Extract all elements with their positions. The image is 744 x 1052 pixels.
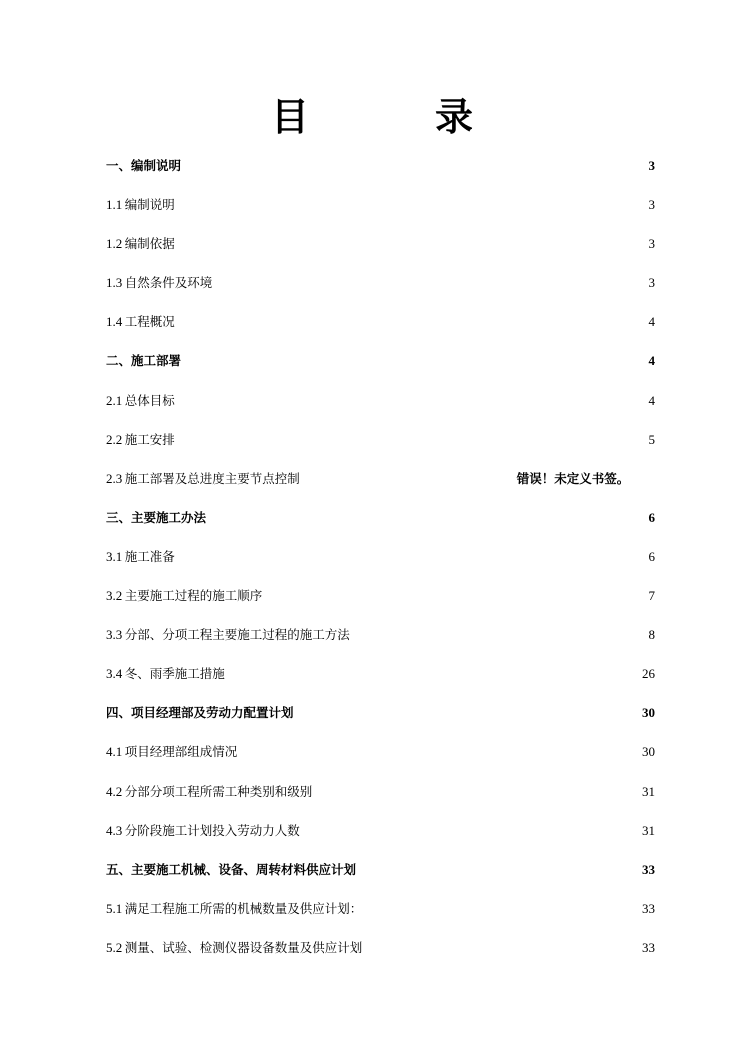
toc-entry-number: 3.2: [106, 588, 123, 604]
toc-entry-label: 施工准备: [124, 548, 175, 564]
toc-entry-label: 编制说明: [124, 197, 175, 213]
toc-entry-number: 1.1: [106, 197, 123, 213]
toc-entry-label: 五、主要施工机械、设备、周转材料供应计划: [106, 861, 357, 877]
toc-section-entry[interactable]: [106, 498, 655, 537]
toc-entry-number: 1.3: [106, 275, 123, 291]
toc-entry-label: 二、施工部署: [106, 353, 182, 369]
toc-entry-label: 分部、分项工程主要施工过程的施工方法: [124, 627, 350, 643]
toc-subsection-entry[interactable]: [106, 537, 655, 576]
toc-dot-leader: [264, 588, 646, 600]
toc-entry-label: 施工部署及总进度主要节点控制: [124, 470, 300, 486]
toc-entry-label: 主要施工过程的施工顺序: [124, 588, 263, 604]
toc-dot-leader: [352, 627, 647, 639]
toc-dot-leader: [177, 393, 647, 405]
toc-page-number: 6: [648, 509, 655, 525]
toc-entry-number: 5.1: [106, 900, 123, 916]
toc-entry-label: 总体目标: [124, 392, 175, 408]
toc-dot-leader: [358, 862, 640, 874]
toc-subsection-entry[interactable]: [106, 302, 655, 341]
toc-subsection-entry[interactable]: [106, 576, 655, 615]
toc-dot-leader: [177, 314, 647, 326]
toc-dot-leader: [302, 823, 640, 835]
toc-subsection-entry[interactable]: [106, 772, 655, 811]
toc-dot-leader: [302, 471, 515, 483]
toc-page-number: 3: [648, 197, 655, 213]
toc-page-number: 26: [642, 666, 655, 682]
toc-dot-leader: [364, 940, 640, 952]
toc-entry-label: 分部分项工程所需工种类别和级别: [124, 783, 313, 799]
toc-page-number: 7: [648, 588, 655, 604]
toc-section-entry[interactable]: [106, 850, 655, 889]
toc-dot-leader: [364, 901, 640, 913]
toc-entry-label: 编制依据: [124, 236, 175, 252]
toc-entry-number: 3.4: [106, 666, 123, 682]
toc-subsection-entry[interactable]: [106, 654, 655, 693]
toc-subsection-entry[interactable]: [106, 381, 655, 420]
toc-dot-leader: [214, 275, 646, 287]
toc-bookmark-error: 错误！未定义书签。: [516, 470, 630, 486]
toc-page-number: 3: [648, 158, 655, 173]
toc-dot-leader: [314, 784, 640, 796]
toc-page-number: 30: [642, 705, 655, 721]
toc-section-entry[interactable]: [106, 341, 655, 380]
toc-entry-label: 分阶段施工计划投入劳动力人数: [124, 822, 300, 838]
toc-entry-label: 测量、试验、检测仪器设备数量及供应计划: [124, 939, 363, 955]
toc-subsection-entry[interactable]: [106, 928, 655, 967]
toc-subsection-entry[interactable]: [106, 185, 655, 224]
toc-page-number: 8: [648, 627, 655, 643]
toc-entry-label: 自然条件及环境: [124, 275, 213, 291]
page-title: 目 录: [270, 95, 517, 139]
toc-subsection-entry[interactable]: [106, 889, 655, 928]
toc-subsection-entry[interactable]: [106, 459, 655, 498]
toc-entry-label: 四、项目经理部及劳动力配置计划: [106, 705, 294, 721]
toc-subsection-entry[interactable]: [106, 811, 655, 850]
toc-entry-label: 施工安排: [124, 431, 175, 447]
toc-page-number: 5: [648, 431, 655, 447]
toc-entry-label: 冬、雨季施工措施: [124, 666, 225, 682]
toc-entry-label: 工程概况: [124, 314, 175, 330]
toc-entry-label: 三、主要施工办法: [106, 509, 207, 525]
toc-page-number: 30: [642, 744, 655, 760]
toc-page-number: 33: [642, 900, 655, 916]
toc-page-number: 33: [642, 939, 655, 955]
toc-subsection-entry[interactable]: [106, 615, 655, 654]
toc-dot-leader: [296, 705, 640, 717]
toc-dot-leader: [177, 549, 647, 561]
toc-page-number: 4: [648, 392, 655, 408]
toc-entry-label: 项目经理部组成情况: [124, 744, 238, 760]
toc-entry-label: 满足工程施工所需的机械数量及供应计划：: [124, 900, 363, 916]
toc-entry-number: 2.3: [106, 470, 123, 486]
toc-page-number: 4: [648, 353, 655, 369]
toc-entry-number: 3.1: [106, 548, 123, 564]
toc-entry-number: 4.3: [106, 822, 123, 838]
toc-page-number: 3: [648, 275, 655, 291]
toc-page-number: 31: [642, 822, 655, 838]
toc-entry-number: 1.4: [106, 314, 123, 330]
toc-section-entry[interactable]: [106, 146, 655, 185]
toc-subsection-entry[interactable]: [106, 420, 655, 459]
toc-entry-number: 2.1: [106, 392, 123, 408]
toc-page-number: 33: [642, 861, 655, 877]
toc-page-number: 6: [648, 548, 655, 564]
toc-entry-number: 3.3: [106, 627, 123, 643]
toc-entry-number: 4.1: [106, 744, 123, 760]
toc-dot-leader: [227, 666, 640, 678]
toc-page-number: 3: [648, 236, 655, 252]
toc-entry-number: 2.2: [106, 431, 123, 447]
toc-page-number: 4: [648, 314, 655, 330]
toc-subsection-entry[interactable]: [106, 224, 655, 263]
toc-section-entry[interactable]: [106, 693, 655, 732]
toc-entry-number: 1.2: [106, 236, 123, 252]
toc-dot-leader: [177, 236, 647, 248]
toc-dot-leader: [177, 432, 647, 444]
toc-dot-leader: [183, 158, 646, 170]
toc-dot-leader: [177, 197, 647, 209]
toc-dot-leader: [208, 510, 646, 522]
toc-subsection-entry[interactable]: [106, 263, 655, 302]
toc-dot-leader: [183, 353, 646, 365]
toc-entry-label: 一、编制说明: [106, 158, 182, 173]
table-of-contents: [106, 146, 655, 967]
toc-subsection-entry[interactable]: [106, 732, 655, 771]
toc-entry-number: 5.2: [106, 939, 123, 955]
toc-dot-leader: [239, 744, 640, 756]
toc-entry-number: 4.2: [106, 783, 123, 799]
toc-page-number: 31: [642, 783, 655, 799]
